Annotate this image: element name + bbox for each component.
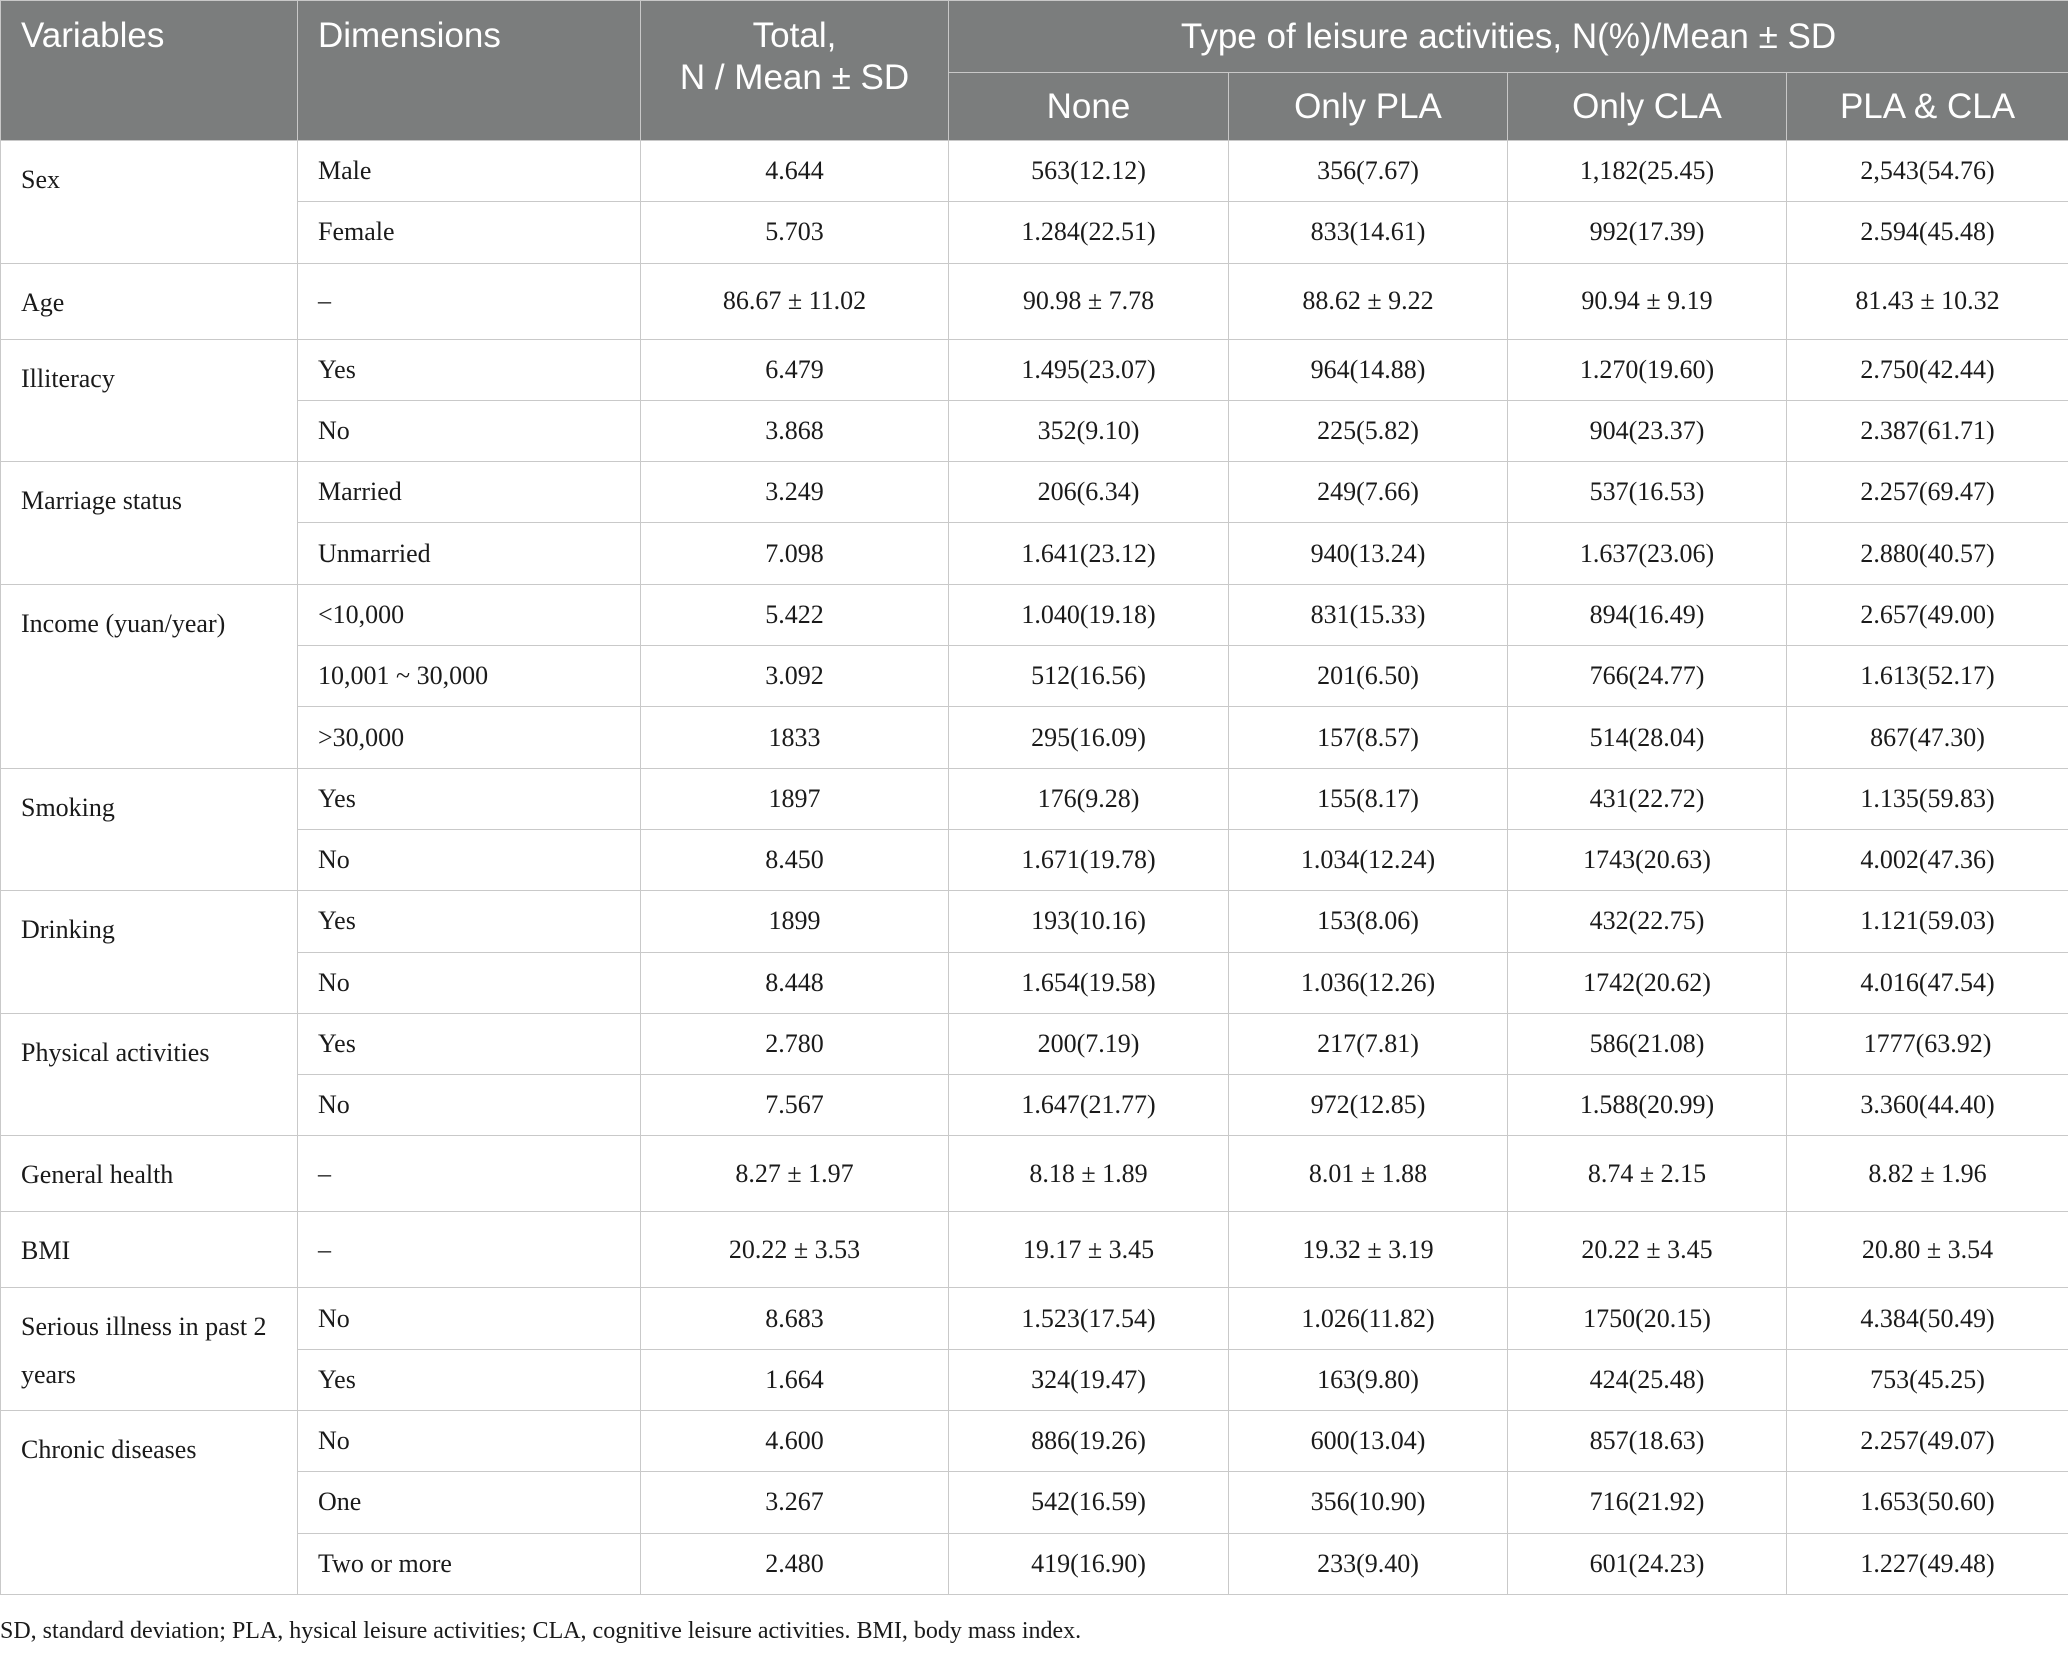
pla-cla-cell: 2,543(54.76) — [1787, 141, 2068, 202]
table-row — [1, 462, 2068, 523]
header-dimensions: Dimensions — [298, 1, 641, 141]
only-cla-cell: 432(22.75) — [1508, 891, 1787, 952]
only-cla-cell: 857(18.63) — [1508, 1411, 1787, 1472]
only-pla-cell: 233(9.40) — [1229, 1533, 1508, 1594]
only-pla-cell: 831(15.33) — [1229, 584, 1508, 645]
only-pla-cell: 155(8.17) — [1229, 768, 1508, 829]
dimension-cell: Female — [298, 202, 641, 263]
total-cell: 4.644 — [641, 141, 949, 202]
variable-cell: Sex — [1, 141, 298, 264]
variable-cell: Income (yuan/year) — [1, 584, 298, 768]
only-cla-cell: 1750(20.15) — [1508, 1288, 1787, 1349]
header-pla-cla: PLA & CLA — [1787, 73, 2068, 141]
only-cla-cell: 8.74 ± 2.15 — [1508, 1136, 1787, 1212]
none-cell: 542(16.59) — [949, 1472, 1229, 1533]
dimension-cell: Yes — [298, 1349, 641, 1410]
variable-cell: BMI — [1, 1212, 298, 1288]
table-row — [1, 1411, 2068, 1472]
none-cell: 90.98 ± 7.78 — [949, 263, 1229, 339]
only-pla-cell: 8.01 ± 1.88 — [1229, 1136, 1508, 1212]
pla-cla-cell: 2.257(49.07) — [1787, 1411, 2068, 1472]
dimension-cell: 10,001 ~ 30,000 — [298, 646, 641, 707]
header-activity-group: Type of leisure activities, N(%)/Mean ± SD — [949, 1, 2068, 73]
dimension-cell: No — [298, 1075, 641, 1136]
only-pla-cell: 201(6.50) — [1229, 646, 1508, 707]
table-row — [1, 646, 2068, 707]
pla-cla-cell: 2.880(40.57) — [1787, 523, 2068, 584]
only-pla-cell: 163(9.80) — [1229, 1349, 1508, 1410]
total-cell: 8.448 — [641, 952, 949, 1013]
only-pla-cell: 1.034(12.24) — [1229, 829, 1508, 890]
pla-cla-cell: 2.387(61.71) — [1787, 400, 2068, 461]
total-cell: 3.249 — [641, 462, 949, 523]
table-row — [1, 523, 2068, 584]
only-pla-cell: 19.32 ± 3.19 — [1229, 1212, 1508, 1288]
total-cell: 3.267 — [641, 1472, 949, 1533]
none-cell: 324(19.47) — [949, 1349, 1229, 1410]
only-pla-cell: 225(5.82) — [1229, 400, 1508, 461]
dimension-cell: Yes — [298, 339, 641, 400]
total-cell: 1897 — [641, 768, 949, 829]
table-row — [1, 829, 2068, 890]
only-cla-cell: 424(25.48) — [1508, 1349, 1787, 1410]
pla-cla-cell: 753(45.25) — [1787, 1349, 2068, 1410]
dimension-cell: – — [298, 263, 641, 339]
table-row — [1, 952, 2068, 1013]
none-cell: 8.18 ± 1.89 — [949, 1136, 1229, 1212]
pla-cla-cell: 1.135(59.83) — [1787, 768, 2068, 829]
none-cell: 1.641(23.12) — [949, 523, 1229, 584]
table-row — [1, 768, 2068, 829]
pla-cla-cell: 3.360(44.40) — [1787, 1075, 2068, 1136]
header-total-line2: N / Mean ± SD — [679, 58, 910, 97]
dimension-cell: >30,000 — [298, 707, 641, 768]
pla-cla-cell: 81.43 ± 10.32 — [1787, 263, 2068, 339]
pla-cla-cell: 1777(63.92) — [1787, 1013, 2068, 1074]
total-cell: 8.450 — [641, 829, 949, 890]
pla-cla-cell: 4.016(47.54) — [1787, 952, 2068, 1013]
none-cell: 1.654(19.58) — [949, 952, 1229, 1013]
table-row — [1, 707, 2068, 768]
pla-cla-cell: 2.657(49.00) — [1787, 584, 2068, 645]
total-cell: 7.567 — [641, 1075, 949, 1136]
pla-cla-cell: 1.121(59.03) — [1787, 891, 2068, 952]
only-pla-cell: 1.026(11.82) — [1229, 1288, 1508, 1349]
dimension-cell: Yes — [298, 891, 641, 952]
pla-cla-cell: 2.750(42.44) — [1787, 339, 2068, 400]
total-cell: 1.664 — [641, 1349, 949, 1410]
dimension-cell: Yes — [298, 768, 641, 829]
only-cla-cell: 992(17.39) — [1508, 202, 1787, 263]
none-cell: 295(16.09) — [949, 707, 1229, 768]
none-cell: 1.495(23.07) — [949, 339, 1229, 400]
only-pla-cell: 940(13.24) — [1229, 523, 1508, 584]
table-row — [1, 263, 2068, 339]
header-row — [1, 1, 2068, 73]
variable-cell: Chronic diseases — [1, 1411, 298, 1595]
table-row — [1, 1288, 2068, 1349]
dimension-cell: One — [298, 1472, 641, 1533]
dimension-cell: No — [298, 952, 641, 1013]
table-row — [1, 202, 2068, 263]
variable-cell: Illiteracy — [1, 339, 298, 462]
pla-cla-cell: 2.257(69.47) — [1787, 462, 2068, 523]
total-cell: 5.422 — [641, 584, 949, 645]
pla-cla-cell: 4.384(50.49) — [1787, 1288, 2068, 1349]
table-row — [1, 141, 2068, 202]
header-total-line1: Total, — [752, 16, 837, 55]
total-cell: 5.703 — [641, 202, 949, 263]
header-variables: Variables — [1, 1, 298, 141]
only-pla-cell: 833(14.61) — [1229, 202, 1508, 263]
only-pla-cell: 88.62 ± 9.22 — [1229, 263, 1508, 339]
only-cla-cell: 1,182(25.45) — [1508, 141, 1787, 202]
only-pla-cell: 356(7.67) — [1229, 141, 1508, 202]
only-cla-cell: 904(23.37) — [1508, 400, 1787, 461]
dimension-cell: Married — [298, 462, 641, 523]
only-pla-cell: 964(14.88) — [1229, 339, 1508, 400]
only-pla-cell: 157(8.57) — [1229, 707, 1508, 768]
only-cla-cell: 716(21.92) — [1508, 1472, 1787, 1533]
total-cell: 2.780 — [641, 1013, 949, 1074]
pla-cla-cell: 867(47.30) — [1787, 707, 2068, 768]
pla-cla-cell: 1.653(50.60) — [1787, 1472, 2068, 1533]
none-cell: 1.671(19.78) — [949, 829, 1229, 890]
none-cell: 512(16.56) — [949, 646, 1229, 707]
table-row — [1, 1075, 2068, 1136]
table-row — [1, 584, 2068, 645]
variable-cell: Serious illness in past 2 years — [1, 1288, 298, 1411]
only-pla-cell: 217(7.81) — [1229, 1013, 1508, 1074]
table-row — [1, 1013, 2068, 1074]
pla-cla-cell: 1.613(52.17) — [1787, 646, 2068, 707]
total-cell: 3.092 — [641, 646, 949, 707]
only-cla-cell: 586(21.08) — [1508, 1013, 1787, 1074]
variable-cell: Age — [1, 263, 298, 339]
total-cell: 20.22 ± 3.53 — [641, 1212, 949, 1288]
dimension-cell: Male — [298, 141, 641, 202]
table-row — [1, 400, 2068, 461]
table-row — [1, 1472, 2068, 1533]
only-cla-cell: 1.588(20.99) — [1508, 1075, 1787, 1136]
only-pla-cell: 153(8.06) — [1229, 891, 1508, 952]
only-pla-cell: 972(12.85) — [1229, 1075, 1508, 1136]
total-cell: 4.600 — [641, 1411, 949, 1472]
total-cell: 8.683 — [641, 1288, 949, 1349]
only-pla-cell: 356(10.90) — [1229, 1472, 1508, 1533]
variable-cell: General health — [1, 1136, 298, 1212]
only-pla-cell: 600(13.04) — [1229, 1411, 1508, 1472]
none-cell: 419(16.90) — [949, 1533, 1229, 1594]
pla-cla-cell: 20.80 ± 3.54 — [1787, 1212, 2068, 1288]
dimension-cell: Yes — [298, 1013, 641, 1074]
header-only-pla: Only PLA — [1229, 73, 1508, 141]
variable-cell: Drinking — [1, 891, 298, 1014]
none-cell: 1.284(22.51) — [949, 202, 1229, 263]
none-cell: 193(10.16) — [949, 891, 1229, 952]
only-cla-cell: 766(24.77) — [1508, 646, 1787, 707]
pla-cla-cell: 8.82 ± 1.96 — [1787, 1136, 2068, 1212]
total-cell: 1899 — [641, 891, 949, 952]
pla-cla-cell: 4.002(47.36) — [1787, 829, 2068, 890]
only-cla-cell: 431(22.72) — [1508, 768, 1787, 829]
table-footnote: SD, standard deviation; PLA, hysical leisure activities; CLA, cognitive leisure activities. BMI, body mass index. — [0, 1618, 1082, 1644]
dimension-cell: No — [298, 829, 641, 890]
total-cell: 3.868 — [641, 400, 949, 461]
dimension-cell: No — [298, 1411, 641, 1472]
table-row — [1, 339, 2068, 400]
total-cell: 1833 — [641, 707, 949, 768]
table-row — [1, 1533, 2068, 1594]
dimension-cell: Two or more — [298, 1533, 641, 1594]
dimension-cell: – — [298, 1212, 641, 1288]
only-cla-cell: 90.94 ± 9.19 — [1508, 263, 1787, 339]
dimension-cell: – — [298, 1136, 641, 1212]
none-cell: 563(12.12) — [949, 141, 1229, 202]
none-cell: 200(7.19) — [949, 1013, 1229, 1074]
header-none: None — [949, 73, 1229, 141]
none-cell: 19.17 ± 3.45 — [949, 1212, 1229, 1288]
total-cell: 8.27 ± 1.97 — [641, 1136, 949, 1212]
only-cla-cell: 20.22 ± 3.45 — [1508, 1212, 1787, 1288]
none-cell: 1.647(21.77) — [949, 1075, 1229, 1136]
only-pla-cell: 1.036(12.26) — [1229, 952, 1508, 1013]
dimension-cell: No — [298, 1288, 641, 1349]
none-cell: 352(9.10) — [949, 400, 1229, 461]
none-cell: 206(6.34) — [949, 462, 1229, 523]
table-row — [1, 1136, 2068, 1212]
dimension-cell: No — [298, 400, 641, 461]
pla-cla-cell: 2.594(45.48) — [1787, 202, 2068, 263]
table-row — [1, 891, 2068, 952]
only-pla-cell: 249(7.66) — [1229, 462, 1508, 523]
dimension-cell: Unmarried — [298, 523, 641, 584]
header-total — [641, 1, 949, 141]
variable-cell: Smoking — [1, 768, 298, 891]
pla-cla-cell: 1.227(49.48) — [1787, 1533, 2068, 1594]
total-cell: 86.67 ± 11.02 — [641, 263, 949, 339]
total-cell: 6.479 — [641, 339, 949, 400]
table-row — [1, 1349, 2068, 1410]
dimension-cell: <10,000 — [298, 584, 641, 645]
header-only-cla: Only CLA — [1508, 73, 1787, 141]
table-body — [1, 141, 2068, 1595]
table-row — [1, 1212, 2068, 1288]
variable-cell: Marriage status — [1, 462, 298, 585]
total-cell: 7.098 — [641, 523, 949, 584]
none-cell: 1.523(17.54) — [949, 1288, 1229, 1349]
none-cell: 176(9.28) — [949, 768, 1229, 829]
variable-cell: Physical activities — [1, 1013, 298, 1136]
only-cla-cell: 1.270(19.60) — [1508, 339, 1787, 400]
only-cla-cell: 601(24.23) — [1508, 1533, 1787, 1594]
none-cell: 886(19.26) — [949, 1411, 1229, 1472]
only-cla-cell: 1742(20.62) — [1508, 952, 1787, 1013]
none-cell: 1.040(19.18) — [949, 584, 1229, 645]
only-cla-cell: 1743(20.63) — [1508, 829, 1787, 890]
only-cla-cell: 537(16.53) — [1508, 462, 1787, 523]
only-cla-cell: 894(16.49) — [1508, 584, 1787, 645]
total-cell: 2.480 — [641, 1533, 949, 1594]
only-cla-cell: 514(28.04) — [1508, 707, 1787, 768]
only-cla-cell: 1.637(23.06) — [1508, 523, 1787, 584]
